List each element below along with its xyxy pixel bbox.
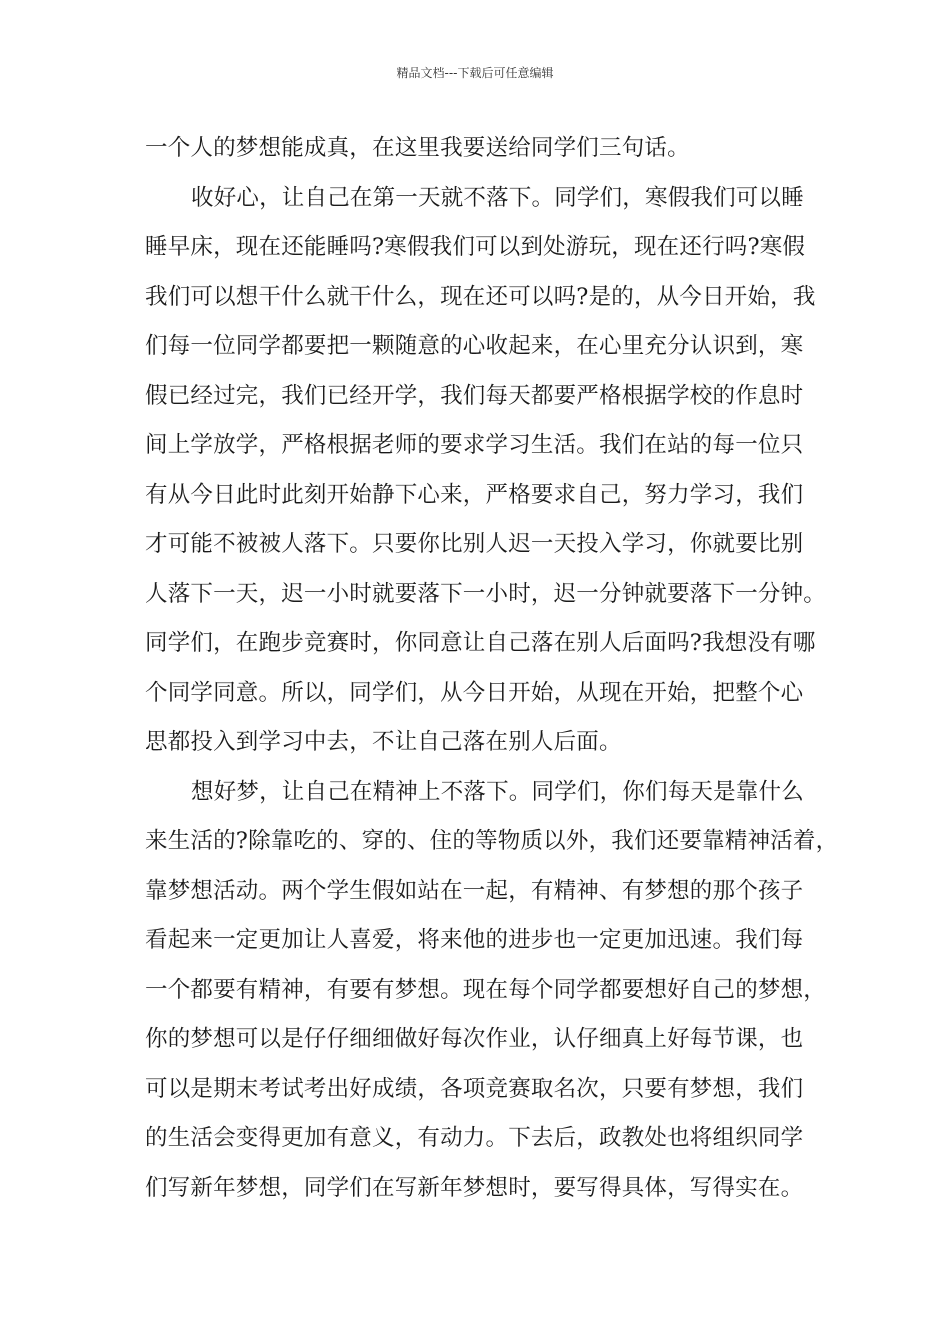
text-line: 有从今日此时此刻开始静下心来，严格要求自己，努力学习，我们 xyxy=(145,481,804,508)
text-line: 睡早床，现在还能睡吗?寒假我们可以到处游玩，现在还行吗?寒假 xyxy=(145,234,806,260)
text-line: 才可能不被被人落下。只要你比别人迟一天投入学习，你就要比别 xyxy=(145,531,804,557)
text-line: 一个都要有精神，有要有梦想。现在每个同学都要想好自己的梦想， xyxy=(145,976,827,1003)
text-line: 思都投入到学习中去，不让自己落在别人后面。 xyxy=(145,729,622,755)
page-header: 精品文档---下载后可任意编辑 xyxy=(396,66,554,80)
text-line: 看起来一定更加让人喜爱，将来他的进步也一定更加迅速。我们每 xyxy=(145,927,804,953)
text-line: 间上学放学，严格根据老师的要求学习生活。我们在站的每一位只 xyxy=(145,432,804,458)
text-line: 来生活的?除靠吃的、穿的、住的等物质以外，我们还要靠精神活着， xyxy=(145,828,839,854)
text-line: 可以是期末考试考出好成绩，各项竞赛取名次，只要有梦想，我们 xyxy=(145,1075,804,1102)
text-line: 的生活会变得更加有意义，有动力。下去后，政教处也将组织同学 xyxy=(145,1125,804,1151)
text-line: 们每一位同学都要把一颗随意的心收起来，在心里充分认识到，寒 xyxy=(145,333,804,359)
text-line: 假已经过完，我们已经开学，我们每天都要严格根据学校的作息时 xyxy=(145,382,804,409)
body-text xyxy=(145,124,839,1213)
text-line: 个同学同意。所以，同学们，从今日开始，从现在开始，把整个心 xyxy=(145,679,804,706)
text-line: 靠梦想活动。两个学生假如站在一起，有精神、有梦想的那个孩子 xyxy=(145,877,804,904)
paragraph-first-line: 想好梦，让自己在精神上不落下。同学们，你们每天是靠什么 xyxy=(191,778,804,805)
text-line: 我们可以想干什么就干什么，现在还可以吗?是的，从今日开始，我 xyxy=(145,283,816,310)
text-line: 们写新年梦想，同学们在写新年梦想时，要写得具体，写得实在。 xyxy=(145,1174,804,1201)
text-line: 同学们，在跑步竞赛时，你同意让自己落在别人后面吗?我想没有哪 xyxy=(145,630,816,656)
text-line: 人落下一天，迟一小时就要落下一小时，迟一分钟就要落下一分钟。 xyxy=(145,580,827,607)
paragraph-first-line: 收好心，让自己在第一天就不落下。同学们，寒假我们可以睡 xyxy=(191,184,804,211)
text-line: 一个人的梦想能成真，在这里我要送给同学们三句话。 xyxy=(145,135,690,161)
text-line: 你的梦想可以是仔仔细细做好每次作业，认仔细真上好每节课，也 xyxy=(145,1026,804,1052)
